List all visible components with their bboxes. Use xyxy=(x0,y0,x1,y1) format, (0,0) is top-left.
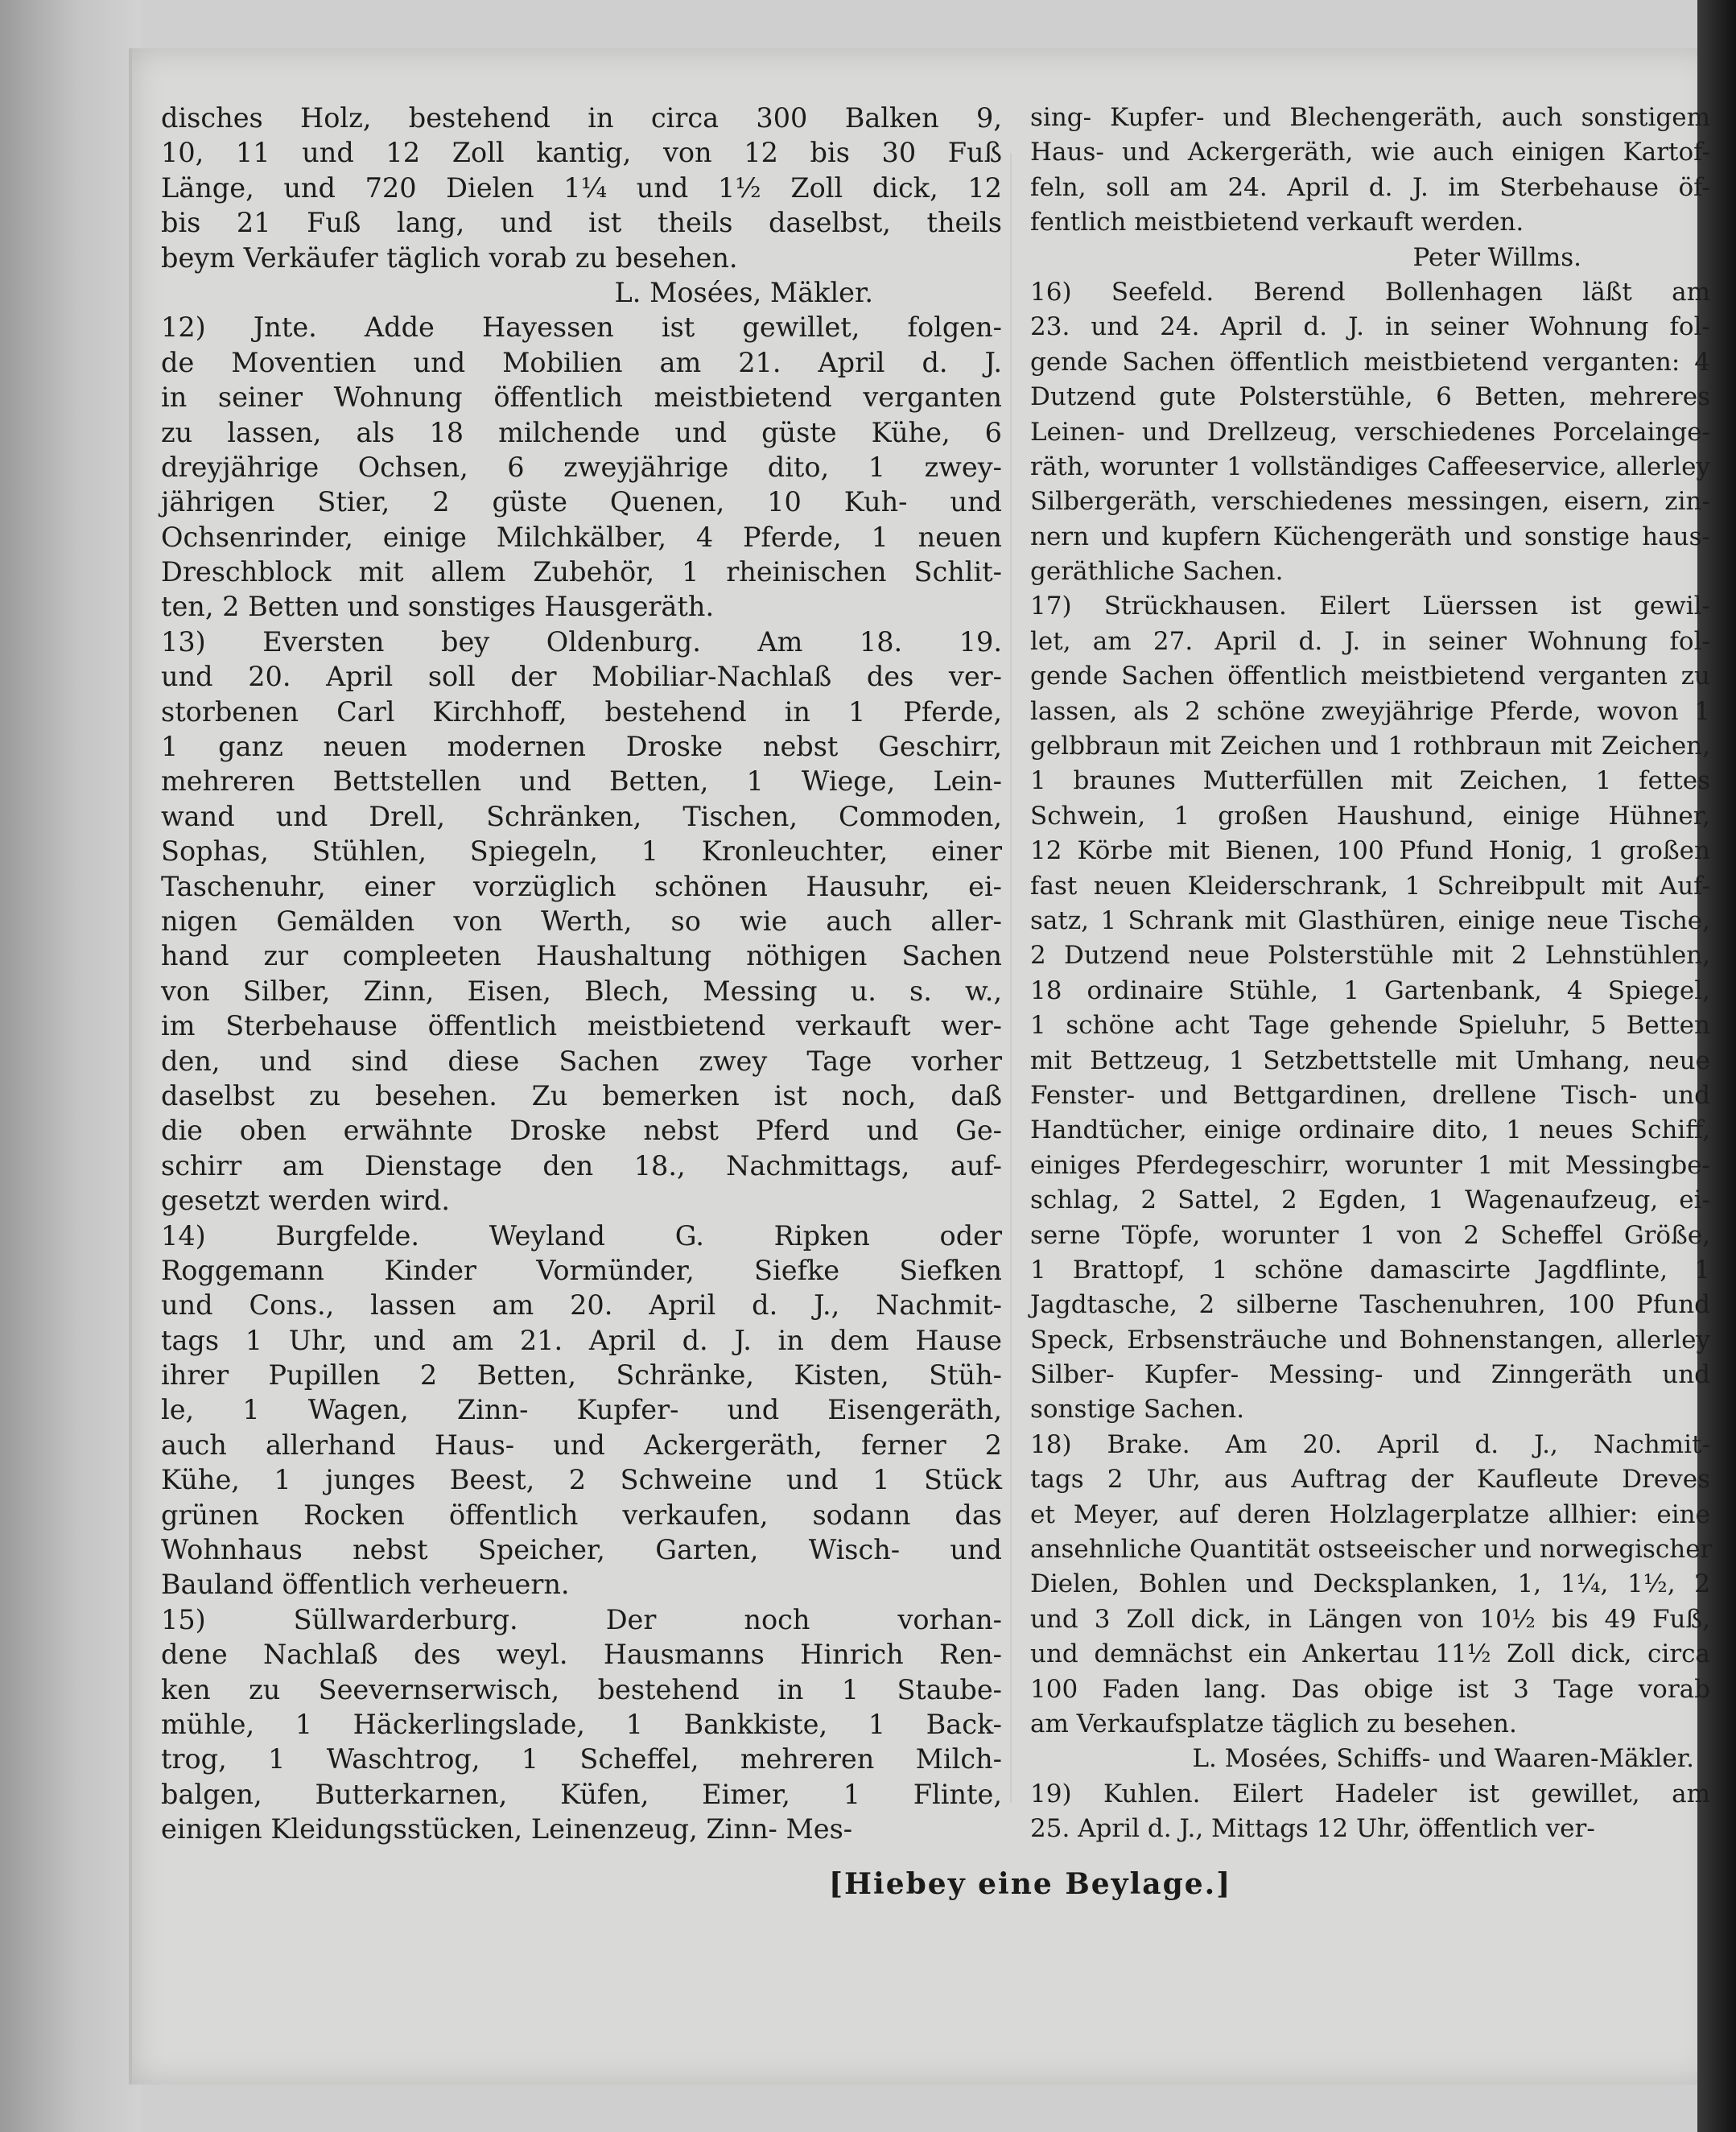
column-divider xyxy=(1010,153,1012,1803)
binding-shadow xyxy=(0,0,141,2132)
text-line: de Moventien und Mobilien am 21. April d. J. xyxy=(161,346,1002,378)
text-line: 15) Süllwarderburg. Der noch vorhan- xyxy=(161,1603,1002,1635)
text-line: lassen, als 2 schöne zweyjährige Pferde, wovon 1 xyxy=(1030,696,1710,726)
text-line: balgen, Butterkarnen, Küfen, Eimer, 1 Flinte, xyxy=(161,1778,1002,1810)
text-line: Dutzend gute Polsterstühle, 6 Betten, mehreres xyxy=(1030,382,1710,412)
text-line: sing- Kupfer- und Blechengeräth, auch sonstigem xyxy=(1030,103,1710,132)
text-line: let, am 27. April d. J. in seiner Wohnung fol- xyxy=(1030,626,1710,656)
text-line: 100 Faden lang. Das obige ist 3 Tage vorab xyxy=(1030,1674,1710,1704)
text-line: 25. April d. J., Mittags 12 Uhr, öffentlich ver- xyxy=(1030,1814,1595,1844)
right-column xyxy=(1030,101,1713,1847)
text-line: Ochsenrinder, einige Milchkälber, 4 Pferde, 1 neuen xyxy=(161,521,1002,553)
text-line: tags 1 Uhr, und am 21. April d. J. in dem Hause xyxy=(161,1324,1002,1356)
text-line: 1 Brattopf, 1 schöne damascirte Jagdflinte, 1 xyxy=(1030,1255,1710,1285)
text-line: in seiner Wohnung öffentlich meistbietend verganten xyxy=(161,381,1002,414)
text-line: serne Töpfe, worunter 1 von 2 Scheffel Größe, xyxy=(1030,1220,1710,1250)
text-line: 1 schöne acht Tage gehende Spieluhr, 5 Betten xyxy=(1030,1011,1710,1041)
text-line: gende Sachen öffentlich meistbietend verganten: 4 xyxy=(1030,347,1710,377)
text-line: die oben erwähnte Droske nebst Pferd und Ge- xyxy=(161,1115,1002,1147)
text-line: 12 Körbe mit Bienen, 100 Pfund Honig, 1 großen xyxy=(1030,836,1710,866)
text-line: nigen Gemälden von Werth, so wie auch aller- xyxy=(161,905,1002,937)
text-line: schirr am Dienstage den 18., Nachmittags, auf- xyxy=(161,1149,1002,1181)
text-line: Haus- und Ackergeräth, wie auch einigen Kartof- xyxy=(1030,138,1710,167)
text-line: zu lassen, als 18 milchende und güste Kühe, 6 xyxy=(161,416,1002,448)
text-line: schlag, 2 Sattel, 2 Egden, 1 Wagenaufzeug, ei- xyxy=(1030,1186,1710,1215)
text-line: einiges Pferdegeschirr, worunter 1 mit Messingbe- xyxy=(1030,1150,1710,1180)
text-line: fast neuen Kleiderschrank, 1 Schreibpult mit Auf- xyxy=(1030,871,1710,901)
left-column xyxy=(161,101,1002,1847)
text-line: Leinen- und Drellzeug, verschiedenes Porcelainge- xyxy=(1030,417,1710,447)
text-line: gelbbraun mit Zeichen und 1 rothbraun mit Zeichen, xyxy=(1030,732,1710,761)
text-line: 2 Dutzend neue Polsterstühle mit 2 Lehnstühlen, xyxy=(1030,941,1710,971)
text-line: mit Bettzeug, 1 Setzbettstelle mit Umhang, neue xyxy=(1030,1045,1710,1075)
text-line: le, 1 Wagen, Zinn- Kupfer- und Eisengeräth, xyxy=(161,1394,1002,1426)
text-line: 16) Seefeld. Berend Bollenhagen läßt am xyxy=(1030,277,1710,307)
text-line: ken zu Seevernserwisch, bestehend in 1 Staube- xyxy=(161,1673,1002,1705)
text-line: ihrer Pupillen 2 Betten, Schränke, Kisten, Stüh- xyxy=(161,1359,1002,1392)
text-line: bis 21 Fuß lang, und ist theils daselbst, theils xyxy=(161,207,1002,239)
text-line: auch allerhand Haus- und Ackergeräth, ferner 2 xyxy=(161,1429,1002,1461)
text-line: fentlich meistbietend verkauft werden. xyxy=(1030,208,1524,237)
text-line: disches Holz, bestehend in circa 300 Balken 9, xyxy=(161,102,1002,134)
text-line: grünen Rocken öffentlich verkaufen, sodann das xyxy=(161,1499,1002,1531)
text-line: Fenster- und Bettgardinen, drellene Tisch- und xyxy=(1030,1080,1710,1110)
text-line: ten, 2 Betten und sonstiges Hausgeräth. xyxy=(161,591,715,623)
text-line: von Silber, Zinn, Eisen, Blech, Messing u. s. w., xyxy=(161,975,1002,1007)
text-line: Peter Willms. xyxy=(1412,242,1581,272)
text-line: 12) Jnte. Adde Hayessen ist gewillet, folgen- xyxy=(161,311,1002,344)
text-line: 18) Brake. Am 20. April d. J., Nachmit- xyxy=(1030,1429,1710,1459)
text-line: Länge, und 720 Dielen 1¼ und 1½ Zoll dick, 12 xyxy=(161,171,1002,204)
text-line: nern und kupfern Küchengeräth und sonstige haus- xyxy=(1030,522,1710,551)
text-line: mühle, 1 Häckerlingslade, 1 Bankkiste, 1 Back- xyxy=(161,1708,1002,1740)
text-line: 19) Kuhlen. Eilert Hadeler ist gewillet, am xyxy=(1030,1779,1710,1808)
text-line: L. Mosées, Mäkler. xyxy=(614,276,873,308)
text-line: Silbergeräth, verschiedenes messingen, eisern, zin- xyxy=(1030,487,1710,517)
text-line: gesetzt werden wird. xyxy=(161,1185,451,1217)
text-line: L. Mosées, Schiffs- und Waaren-Mäkler. xyxy=(1192,1744,1694,1774)
text-line: jährigen Stier, 2 güste Quenen, 10 Kuh- und xyxy=(161,486,1002,518)
text-line: Handtücher, einige ordinaire dito, 1 neues Schiff, xyxy=(1030,1115,1710,1145)
text-line: 10, 11 und 12 Zoll kantig, von 12 bis 30 Fuß xyxy=(161,137,1002,169)
supplement-note: [Hiebey eine Beylage.] xyxy=(829,1867,1232,1901)
text-line: Kühe, 1 junges Beest, 2 Schweine und 1 Stück xyxy=(161,1464,1002,1496)
text-line: sonstige Sachen. xyxy=(1030,1395,1245,1425)
text-line: trog, 1 Waschtrog, 1 Scheffel, mehreren Milch- xyxy=(161,1743,1002,1775)
text-line: hand zur compleeten Haushaltung nöthigen Sachen xyxy=(161,940,1002,972)
text-line: beym Verkäufer täglich vorab zu besehen. xyxy=(161,241,738,274)
text-line: und 3 Zoll dick, in Längen von 10½ bis 49 Fuß, xyxy=(1030,1604,1710,1634)
text-line: und Cons., lassen am 20. April d. J., Nachmit- xyxy=(161,1289,1002,1322)
text-line: tags 2 Uhr, aus Auftrag der Kaufleute Dreves xyxy=(1030,1465,1710,1495)
text-line: dreyjährige Ochsen, 6 zweyjährige dito, 1 zwey- xyxy=(161,451,1002,483)
text-line: Bauland öffentlich verheuern. xyxy=(161,1569,570,1601)
text-line: Schwein, 1 großen Haushund, einige Hühner, xyxy=(1030,801,1710,831)
text-line: mehreren Bettstellen und Betten, 1 Wiege, Lein- xyxy=(161,765,1002,798)
text-line: 13) Eversten bey Oldenburg. Am 18. 19. xyxy=(161,625,1002,658)
text-line: 1 ganz neuen modernen Droske nebst Geschirr, xyxy=(161,731,1002,763)
text-line: ansehnliche Quantität ostseeischer und norwegischer xyxy=(1030,1535,1713,1565)
text-line: dene Nachlaß des weyl. Hausmanns Hinrich Ren- xyxy=(161,1639,1002,1671)
text-line: räth, worunter 1 vollständiges Caffeeservice, allerley xyxy=(1030,452,1710,481)
text-line: storbenen Carl Kirchhoff, bestehend in 1 Pferde, xyxy=(161,695,1002,728)
text-line: Taschenuhr, einer vorzüglich schönen Hausuhr, ei- xyxy=(161,870,1002,902)
text-line: 17) Strückhausen. Eilert Lüerssen ist gewil- xyxy=(1030,592,1710,621)
text-line: am Verkaufsplatze täglich zu besehen. xyxy=(1030,1709,1517,1738)
text-line: satz, 1 Schrank mit Glasthüren, einige neue Tische, xyxy=(1030,905,1710,935)
text-line: Wohnhaus nebst Speicher, Garten, Wisch- und xyxy=(161,1534,1002,1566)
text-line: 14) Burgfelde. Weyland G. Ripken oder xyxy=(161,1219,1002,1252)
text-line: 1 braunes Mutterfüllen mit Zeichen, 1 fettes xyxy=(1030,766,1710,796)
text-line: geräthliche Sachen. xyxy=(1030,557,1284,587)
text-line: Dielen, Bohlen und Decksplanken, 1, 1¼, 1½, 2 xyxy=(1030,1569,1710,1599)
text-line: den, und sind diese Sachen zwey Tage vorher xyxy=(161,1045,1002,1077)
text-line: Silber- Kupfer- Messing- und Zinngeräth und xyxy=(1030,1360,1710,1390)
text-line: Sophas, Stühlen, Spiegeln, 1 Kronleuchter, einer xyxy=(161,835,1002,868)
text-line: et Meyer, auf deren Holzlagerplatze allhier: eine xyxy=(1030,1499,1710,1529)
text-line: 18 ordinaire Stühle, 1 Gartenbank, 4 Spiegel, xyxy=(1030,975,1710,1005)
text-line: und 20. April soll der Mobiliar-Nachlaß des ver- xyxy=(161,661,1002,693)
text-line: daselbst zu besehen. Zu bemerken ist noch, daß xyxy=(161,1079,1002,1111)
text-line: Jagdtasche, 2 silberne Taschenuhren, 100 Pfund xyxy=(1030,1290,1710,1320)
text-line: gende Sachen öffentlich meistbietend verganten zu xyxy=(1030,662,1710,691)
text-line: wand und Drell, Schränken, Tischen, Commoden, xyxy=(161,800,1002,832)
text-line: einigen Kleidungsstücken, Leinenzeug, Zinn- Mes- xyxy=(161,1813,853,1845)
text-line: Dreschblock mit allem Zubehör, 1 rheinischen Schlit- xyxy=(161,556,1002,588)
text-line: Speck, Erbsensträuche und Bohnenstangen, allerley xyxy=(1030,1325,1710,1355)
text-line: und demnächst ein Ankertau 11½ Zoll dick, circa xyxy=(1030,1639,1710,1669)
text-line: im Sterbehause öffentlich meistbietend verkauft wer- xyxy=(161,1010,1002,1042)
text-line: feln, soll am 24. April d. J. im Sterbehause öf- xyxy=(1030,172,1710,202)
text-line: Roggemann Kinder Vormünder, Siefke Siefken xyxy=(161,1254,1002,1286)
text-line: 23. und 24. April d. J. in seiner Wohnung fol- xyxy=(1030,312,1710,342)
